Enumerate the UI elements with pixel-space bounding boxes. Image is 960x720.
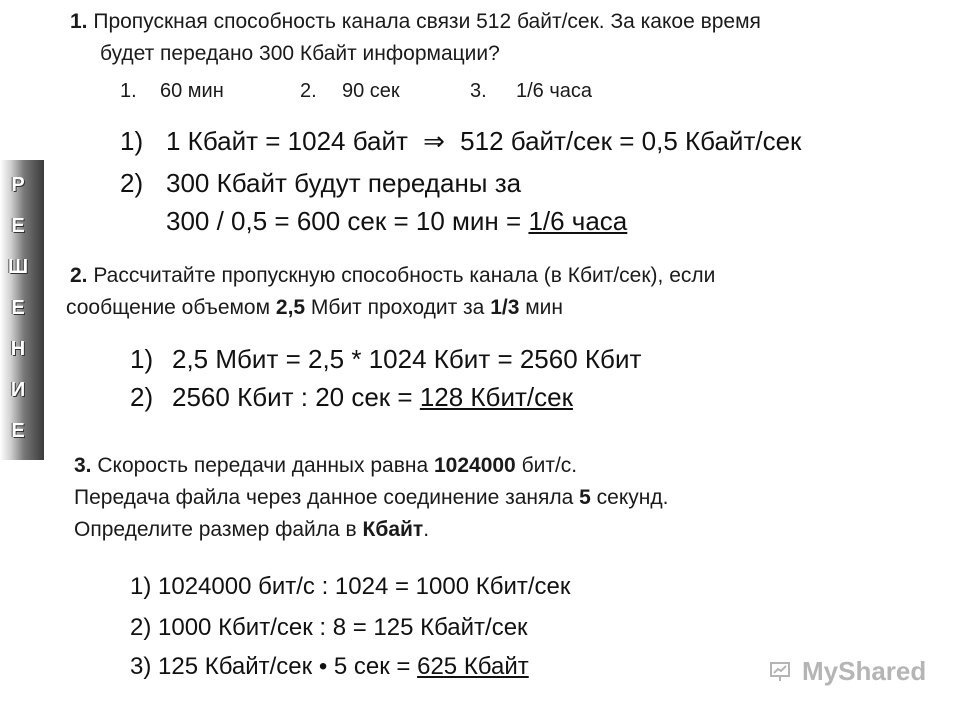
task3-solution-step1: 1) 1024000 бит/с : 1024 = 1000 Кбит/сек: [130, 573, 571, 600]
task1-option-3: [470, 80, 592, 103]
option-text: 1/6 часа: [516, 80, 593, 102]
task1-question-text: Пропускная способность канала связи 512 байт/сек. За какое время: [87, 10, 761, 33]
task3-value-bold: Кбайт: [362, 518, 424, 541]
option-number: 3.: [470, 80, 487, 102]
side-label-letter: Ш: [7, 256, 29, 278]
implies-arrow-icon: ⇒: [423, 126, 445, 156]
step-number: 2): [120, 168, 144, 198]
task3-answer: 625 Кбайт: [417, 653, 529, 680]
task3-number: 3.: [74, 454, 92, 477]
option-number: 1.: [120, 80, 137, 102]
step-text: 300 Кбайт будут переданы за: [166, 168, 522, 198]
presentation-logo-icon: [770, 662, 798, 682]
task2-question-text: сообщение объемом: [66, 296, 276, 319]
task2-value-bold: 1/3: [490, 296, 520, 319]
task3-solution-step3: [130, 653, 529, 681]
task3-question-text: .: [423, 518, 430, 541]
step-text: 2560 Кбит : 20 сек =: [172, 382, 420, 412]
step-number: 1): [130, 344, 154, 374]
task3-value-bold: 5: [579, 486, 591, 509]
watermark-text: MyShared: [802, 656, 927, 686]
option-text: 90 сек: [342, 80, 400, 102]
side-label-letter: Р: [11, 174, 25, 196]
step-number: 2): [130, 382, 154, 412]
task3-question-text: Передача файла через данное соединение заняла: [74, 486, 580, 509]
side-label-letter: Е: [11, 297, 25, 319]
side-label-letter: Н: [10, 338, 26, 360]
side-label-letter: Е: [11, 420, 25, 442]
task3-question-text: Скорость передачи данных равна: [91, 454, 434, 477]
task2-question-text: мин: [519, 296, 563, 319]
task2-answer: 128 Кбит/сек: [419, 382, 573, 412]
side-label-letter: Е: [11, 215, 25, 237]
task2-question-line2: [66, 296, 563, 320]
task2-solution-step1: [130, 344, 641, 375]
side-label-ribbon: [0, 160, 44, 460]
task2-question-text: Мбит проходит за: [305, 296, 491, 319]
step-text: 300 / 0,5 = 600 сек = 10 мин =: [166, 206, 529, 236]
task3-value-bold: 1024000: [433, 454, 516, 477]
step-number: 1): [120, 126, 144, 156]
task3-question-line3: [74, 518, 429, 542]
task2-number: 2.: [70, 264, 88, 287]
option-number: 2.: [300, 80, 317, 102]
step-text: 3) 125 Кбайт/сек • 5 сек =: [130, 653, 418, 680]
step-text: 1 Кбайт = 1024 байт: [166, 126, 408, 156]
task1-question-line1: [70, 10, 761, 34]
task1-option-1: [120, 80, 224, 103]
task2-question-text: Рассчитайте пропускную способность канала (в Кбит/сек), если: [87, 264, 716, 287]
side-label-letter: И: [10, 379, 26, 401]
task1-answer: 1/6 часа: [528, 206, 628, 236]
task3-question-text: Определите размер файла в: [74, 518, 363, 541]
task2-question-line1: [70, 264, 715, 288]
task2-value-bold: 2,5: [275, 296, 306, 319]
task3-question-text: бит/с.: [515, 454, 578, 477]
task1-option-2: [300, 80, 400, 103]
task3-solution-step2: 2) 1000 Кбит/сек : 8 = 125 Кбайт/сек: [130, 614, 528, 641]
step-text: 2,5 Мбит = 2,5 * 1024 Кбит = 2560 Кбит: [172, 344, 642, 374]
step-text: 512 байт/сек = 0,5 Кбайт/сек: [460, 126, 802, 156]
task1-question-line2: будет передано 300 Кбайт информации?: [100, 42, 500, 65]
option-text: 60 мин: [160, 80, 224, 102]
task3-question-line2: [74, 486, 668, 510]
task1-solution-step1: [120, 126, 801, 157]
task1-solution-step2: [120, 168, 521, 199]
task3-question-line1: [74, 454, 577, 478]
task1-number: 1.: [70, 10, 88, 33]
task1-solution-step2-calc: [166, 206, 627, 237]
task2-solution-step2: [130, 382, 573, 413]
task3-question-text: секунд.: [590, 486, 669, 509]
